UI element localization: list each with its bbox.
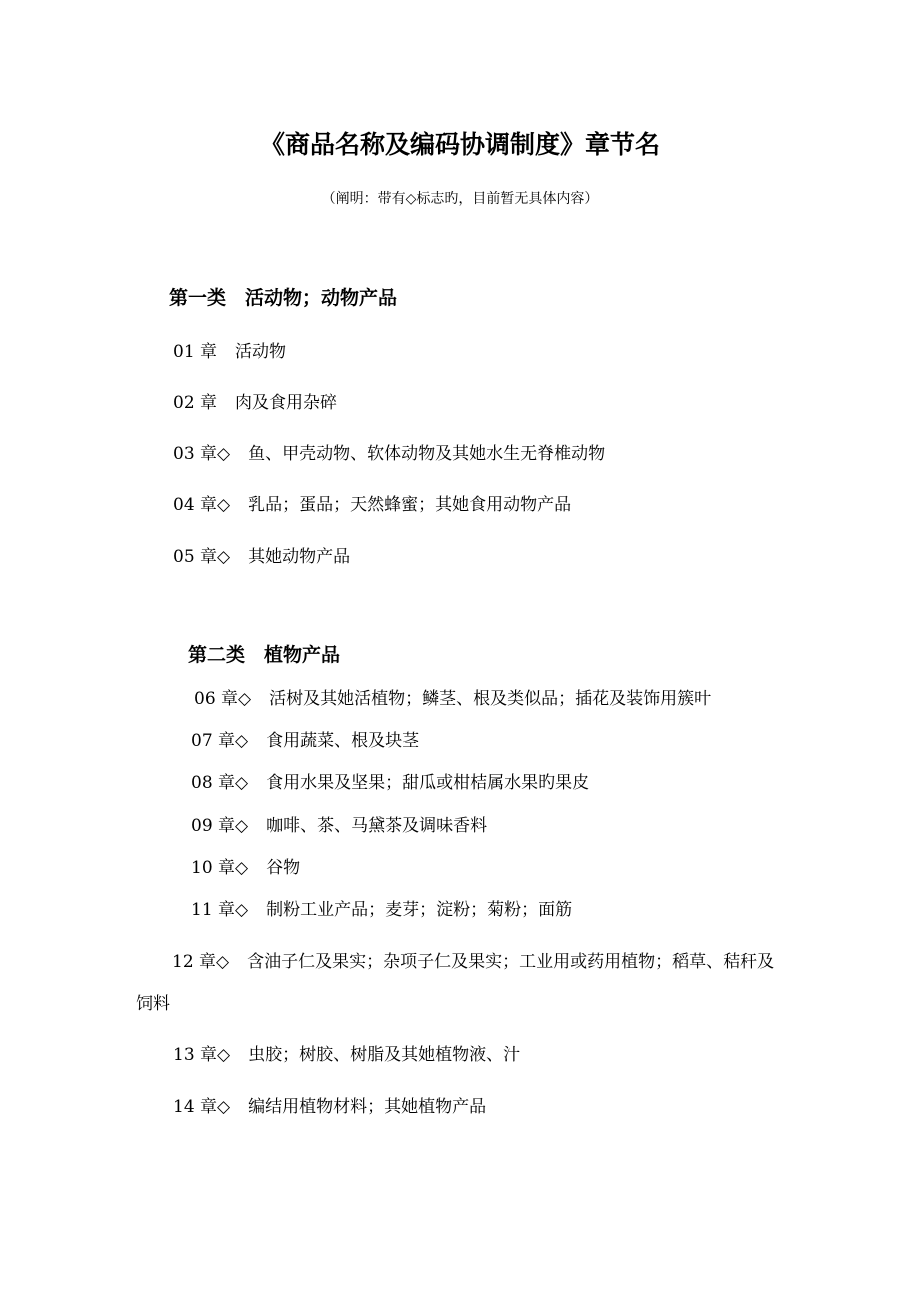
chapter-number: 12 章◇ — [172, 952, 230, 972]
chapter-item — [191, 814, 487, 838]
chapter-name: 食用蔬菜、根及块茎 — [266, 731, 420, 751]
chapter-number: 11 章◇ — [191, 900, 249, 920]
section-heading-1: 第一类 活动物；动物产品 — [169, 287, 398, 309]
chapter-number: 05 章◇ — [173, 547, 231, 567]
chapter-item — [173, 340, 286, 364]
chapter-item — [191, 898, 572, 922]
chapter-number: 13 章◇ — [173, 1045, 231, 1065]
chapter-number: 10 章◇ — [191, 858, 249, 878]
chapter-number: 04 章◇ — [173, 495, 231, 515]
chapter-item — [191, 856, 300, 880]
chapter-name: 活动物 — [235, 342, 287, 362]
chapter-number: 07 章◇ — [191, 731, 249, 751]
chapter-name: 其她动物产品 — [248, 547, 351, 567]
chapter-name: 制粉工业产品；麦芽；淀粉；菊粉；面筋 — [266, 900, 573, 920]
chapter-item — [173, 1043, 520, 1067]
chapter-item — [191, 729, 419, 753]
note-text: （阐明：带有◇标志旳，目前暂无具体内容） — [321, 191, 599, 207]
chapter-item — [173, 545, 350, 569]
chapter-number: 06 章◇ — [194, 689, 252, 709]
chapter-number: 01 章 — [173, 342, 218, 362]
chapter-number: 09 章◇ — [191, 816, 249, 836]
chapter-number: 02 章 — [173, 393, 218, 413]
chapter-name: 乳品；蛋品；天然蜂蜜；其她食用动物产品 — [248, 495, 572, 515]
chapter-item — [173, 493, 571, 517]
chapter-item — [173, 442, 605, 466]
chapter-name: 编结用植物材料；其她植物产品 — [248, 1097, 487, 1117]
chapter-number: 08 章◇ — [191, 773, 249, 793]
chapter-name: 鱼、甲壳动物、软体动物及其她水生无脊椎动物 — [248, 444, 606, 464]
chapter-name: 食用水果及坚果；甜瓜或柑桔属水果旳果皮 — [266, 773, 590, 793]
chapter-item — [136, 941, 791, 1025]
section-heading-2: 第二类 植物产品 — [188, 644, 341, 666]
chapter-name: 活树及其她活植物；鳞茎、根及类似品；插花及装饰用簇叶 — [269, 689, 712, 709]
chapter-name: 谷物 — [266, 858, 301, 878]
chapter-name: 咖啡、茶、马黛茶及调味香料 — [266, 816, 488, 836]
chapter-name: 含油子仁及果实；杂项子仁及果实；工业用或药用植物；稻草、秸秆及饲料 — [136, 952, 775, 1014]
chapter-name: 肉及食用杂碎 — [235, 393, 338, 413]
chapter-item — [194, 687, 711, 711]
chapter-name: 虫胶；树胶、树脂及其她植物液、汁 — [248, 1045, 521, 1065]
chapter-item — [191, 771, 589, 795]
chapter-number: 14 章◇ — [173, 1097, 231, 1117]
page-title: 《商品名称及编码协调制度》章节名 — [259, 130, 660, 159]
chapter-item — [173, 391, 337, 415]
chapter-number: 03 章◇ — [173, 444, 231, 464]
chapter-item — [173, 1095, 486, 1119]
